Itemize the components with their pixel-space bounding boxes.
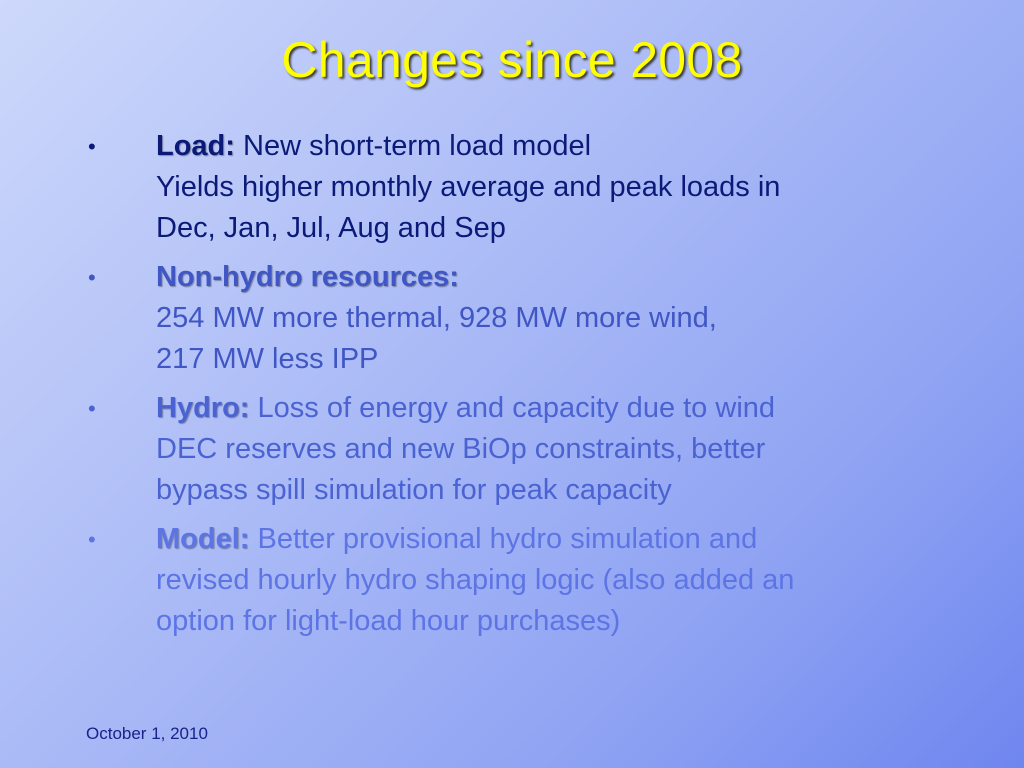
bullet-list [88,126,948,650]
bullet-model-text: Better provisional hydro simulation and [257,523,758,555]
bullet-dot-icon: • [88,396,96,421]
bullet-hydro-line-2: DEC reserves and new BiOp constraints, better [156,433,766,465]
bullet-hydro-heading: Hydro: [156,392,250,424]
slide-title: Changes since 2008 [281,32,743,88]
bullet-model [88,519,948,642]
bullet-model-line-2: revised hourly hydro shaping logic (also added an [156,564,795,596]
bullet-model-first-line [156,519,948,560]
bullet-non-hydro-first-line [156,257,948,298]
bullet-load [88,126,948,249]
bullet-non-hydro-line-2: 254 MW more thermal, 928 MW more wind, [156,302,717,334]
bullet-dot-icon: • [88,134,96,159]
bullet-non-hydro-heading: Non-hydro resources: [156,261,459,293]
bullet-dot-icon: • [88,527,96,552]
bullet-hydro-line-3: bypass spill simulation for peak capacity [156,474,672,506]
bullet-load-line-2: Yields higher monthly average and peak loads in [156,171,781,203]
bullet-load-heading: Load: [156,130,235,162]
bullet-load-line-3: Dec, Jan, Jul, Aug and Sep [156,212,506,244]
bullet-non-hydro-line-3: 217 MW less IPP [156,343,379,375]
bullet-hydro-first-line [156,388,948,429]
bullet-load-text: New short-term load model [243,130,592,162]
bullet-hydro-text: Loss of energy and capacity due to wind [257,392,776,424]
bullet-non-hydro [88,257,948,380]
bullet-load-first-line [156,126,948,167]
footer-date: October 1, 2010 [86,724,208,743]
bullet-model-heading: Model: [156,523,250,555]
bullet-dot-icon: • [88,265,96,290]
bullet-model-line-3: option for light-load hour purchases) [156,605,621,637]
bullet-hydro [88,388,948,511]
